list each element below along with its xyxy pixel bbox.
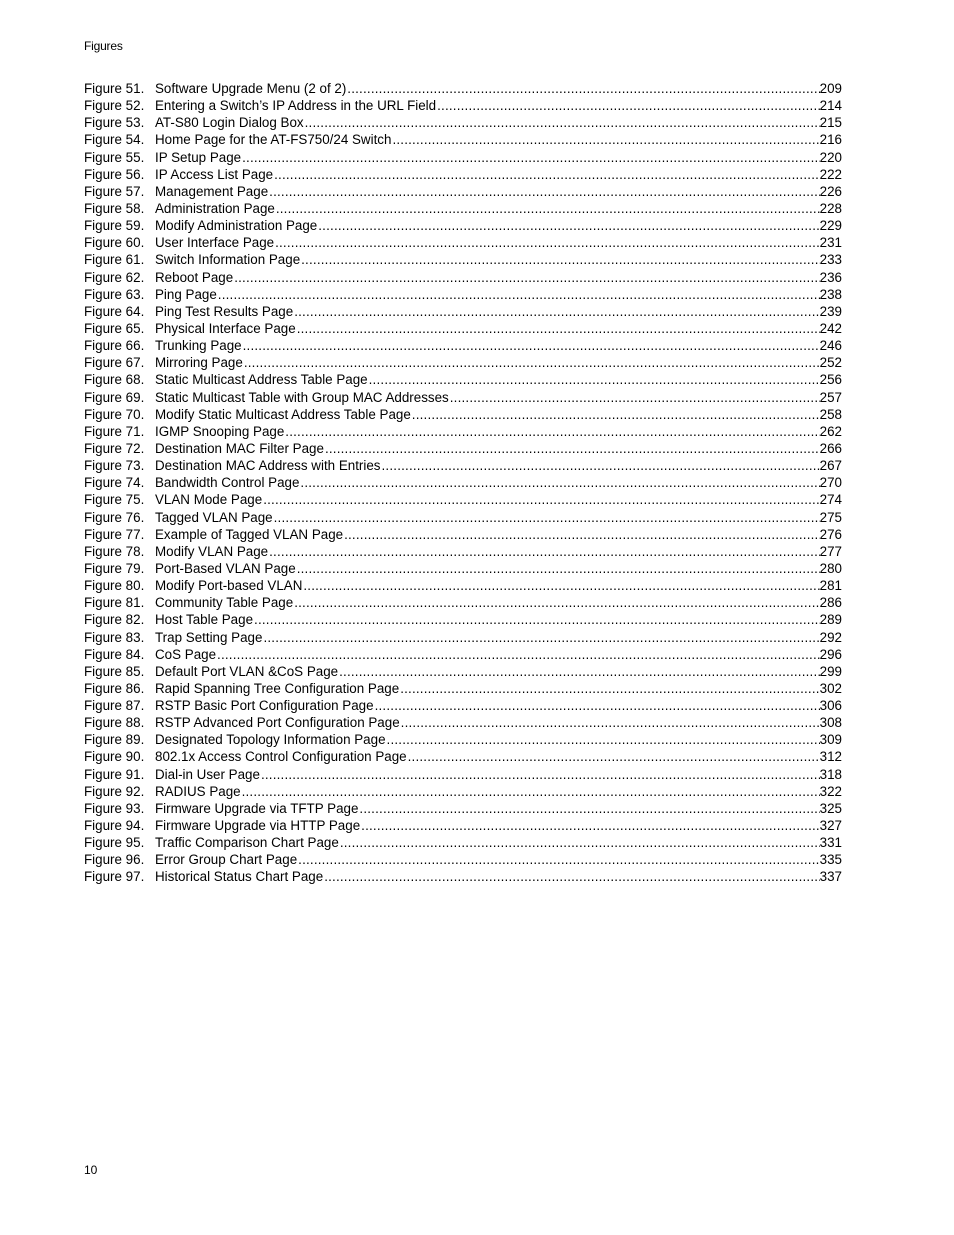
figure-number: Figure 72. bbox=[84, 440, 145, 456]
toc-entry[interactable] bbox=[84, 851, 842, 868]
figure-page-number: 239 bbox=[819, 303, 842, 319]
toc-entry[interactable] bbox=[84, 166, 842, 183]
toc-entry[interactable] bbox=[84, 629, 842, 646]
figure-page-number: 309 bbox=[819, 732, 842, 748]
figure-title: Software Upgrade Menu (2 of 2) bbox=[155, 81, 347, 96]
figure-number: Figure 91. bbox=[84, 766, 145, 782]
figure-number: Figure 86. bbox=[84, 680, 145, 696]
dot-leader bbox=[300, 474, 819, 491]
toc-entry[interactable] bbox=[84, 320, 842, 337]
dot-leader bbox=[274, 509, 820, 526]
figure-number: Figure 57. bbox=[84, 183, 145, 199]
figure-number: Figure 73. bbox=[84, 458, 145, 474]
figure-page-number: 214 bbox=[819, 98, 842, 114]
figure-page-number: 222 bbox=[819, 166, 842, 182]
figure-title: RSTP Basic Port Configuration Page bbox=[155, 698, 374, 714]
figure-page-number: 256 bbox=[819, 372, 842, 388]
figure-title: IP Setup Page bbox=[155, 149, 242, 165]
figure-number: Figure 89. bbox=[84, 732, 145, 748]
figure-number: Figure 68. bbox=[84, 372, 145, 388]
figure-number: Figure 76. bbox=[84, 509, 145, 525]
dot-leader bbox=[274, 166, 820, 183]
toc-entry[interactable] bbox=[84, 646, 842, 663]
figure-page-number: 209 bbox=[819, 81, 842, 96]
figure-title: Physical Interface Page bbox=[155, 320, 296, 336]
figure-title: Modify Port-based VLAN bbox=[155, 578, 303, 594]
toc-entry[interactable] bbox=[84, 663, 842, 680]
figure-number: Figure 59. bbox=[84, 218, 145, 234]
toc-entry[interactable] bbox=[84, 714, 842, 731]
dot-leader bbox=[301, 251, 820, 268]
toc-entry[interactable] bbox=[84, 680, 842, 697]
figure-number: Figure 81. bbox=[84, 595, 145, 611]
dot-leader bbox=[217, 646, 820, 663]
toc-entry[interactable] bbox=[84, 217, 842, 234]
figure-title: Static Multicast Address Table Page bbox=[155, 372, 368, 388]
figure-page-number: 276 bbox=[819, 526, 842, 542]
figure-title: Historical Status Chart Page bbox=[155, 869, 324, 885]
figure-page-number: 286 bbox=[819, 595, 842, 611]
dot-leader bbox=[375, 697, 820, 714]
figure-title: Rapid Spanning Tree Configuration Page bbox=[155, 680, 400, 696]
figure-title: Static Multicast Table with Group MAC Addresses bbox=[155, 389, 449, 405]
figure-page-number: 220 bbox=[819, 149, 842, 165]
dot-leader bbox=[305, 114, 820, 131]
dot-leader bbox=[234, 269, 819, 286]
toc-entry[interactable] bbox=[84, 834, 842, 851]
dot-leader bbox=[297, 560, 820, 577]
toc-entry[interactable] bbox=[84, 423, 842, 440]
figure-page-number: 267 bbox=[819, 458, 842, 474]
figure-page-number: 229 bbox=[819, 218, 842, 234]
figure-number: Figure 56. bbox=[84, 166, 145, 182]
figure-title: 802.1x Access Control Configuration Page bbox=[155, 749, 407, 765]
figure-title: VLAN Mode Page bbox=[155, 492, 263, 508]
toc-entry[interactable] bbox=[84, 131, 842, 148]
list-of-figures bbox=[84, 80, 842, 886]
figure-number: Figure 65. bbox=[84, 320, 145, 336]
figure-page-number: 238 bbox=[819, 286, 842, 302]
dot-leader bbox=[387, 731, 820, 748]
figure-title: Error Group Chart Page bbox=[155, 852, 298, 868]
toc-entry[interactable] bbox=[84, 491, 842, 508]
dot-leader bbox=[401, 714, 820, 731]
dot-leader bbox=[276, 200, 820, 217]
figure-page-number: 335 bbox=[819, 852, 842, 868]
toc-entry[interactable] bbox=[84, 509, 842, 526]
figure-page-number: 274 bbox=[819, 492, 842, 508]
toc-entry[interactable] bbox=[84, 406, 842, 423]
figure-page-number: 257 bbox=[819, 389, 842, 405]
figure-number: Figure 87. bbox=[84, 698, 145, 714]
figure-title: Example of Tagged VLAN Page bbox=[155, 526, 344, 542]
figure-number: Figure 66. bbox=[84, 338, 145, 354]
dot-leader bbox=[339, 663, 820, 680]
figure-page-number: 308 bbox=[819, 715, 842, 731]
dot-leader bbox=[359, 800, 819, 817]
figure-number: Figure 67. bbox=[84, 355, 145, 371]
figure-page-number: 258 bbox=[819, 406, 842, 422]
figure-number: Figure 60. bbox=[84, 235, 145, 251]
figure-page-number: 231 bbox=[819, 235, 842, 251]
figure-page-number: 289 bbox=[819, 612, 842, 628]
figure-page-number: 325 bbox=[819, 800, 842, 816]
toc-entry[interactable] bbox=[84, 114, 842, 131]
figure-title: Firmware Upgrade via TFTP Page bbox=[155, 800, 359, 816]
figure-number: Figure 96. bbox=[84, 852, 145, 868]
figure-title: Bandwidth Control Page bbox=[155, 475, 300, 491]
figure-number: Figure 61. bbox=[84, 252, 145, 268]
figure-page-number: 226 bbox=[819, 183, 842, 199]
toc-entry[interactable] bbox=[84, 800, 842, 817]
figure-page-number: 296 bbox=[819, 646, 842, 662]
figure-title: Dial-in User Page bbox=[155, 766, 260, 782]
figure-title: Entering a Switch’s IP Address in the URL Field bbox=[155, 98, 437, 114]
toc-entry[interactable] bbox=[84, 97, 842, 114]
toc-entry[interactable] bbox=[84, 80, 842, 97]
figure-page-number: 280 bbox=[819, 560, 842, 576]
figure-title: Modify Static Multicast Address Table Page bbox=[155, 406, 411, 422]
toc-entry[interactable] bbox=[84, 286, 842, 303]
dot-leader bbox=[263, 491, 819, 508]
dot-leader bbox=[242, 149, 820, 166]
toc-entry[interactable] bbox=[84, 303, 842, 320]
figure-title: Community Table Page bbox=[155, 595, 294, 611]
figure-page-number: 312 bbox=[819, 749, 842, 765]
dot-leader bbox=[340, 834, 820, 851]
figure-page-number: 318 bbox=[819, 766, 842, 782]
figure-number: Figure 80. bbox=[84, 578, 145, 594]
dot-leader bbox=[318, 217, 819, 234]
toc-entry[interactable] bbox=[84, 149, 842, 166]
toc-entry[interactable] bbox=[84, 457, 842, 474]
dot-leader bbox=[275, 234, 820, 251]
figure-number: Figure 77. bbox=[84, 526, 145, 542]
dot-leader bbox=[412, 406, 820, 423]
toc-entry[interactable] bbox=[84, 474, 842, 491]
figure-title: RSTP Advanced Port Configuration Page bbox=[155, 715, 400, 731]
figure-title: Ping Test Results Page bbox=[155, 303, 294, 319]
figure-title: Destination MAC Address with Entries bbox=[155, 458, 381, 474]
dot-leader bbox=[285, 423, 819, 440]
figure-title: Trap Setting Page bbox=[155, 629, 263, 645]
figure-page-number: 236 bbox=[819, 269, 842, 285]
figure-number: Figure 85. bbox=[84, 663, 145, 679]
figure-title: Destination MAC Filter Page bbox=[155, 440, 324, 456]
dot-leader bbox=[325, 440, 820, 457]
toc-entry[interactable] bbox=[84, 817, 842, 834]
figure-number: Figure 51. bbox=[84, 81, 145, 96]
figure-number: Figure 84. bbox=[84, 646, 145, 662]
figure-title: CoS Page bbox=[155, 646, 217, 662]
figure-page-number: 277 bbox=[819, 543, 842, 559]
figure-page-number: 242 bbox=[819, 320, 842, 336]
figure-title: Management Page bbox=[155, 183, 269, 199]
figure-number: Figure 52. bbox=[84, 98, 145, 114]
figure-page-number: 327 bbox=[819, 818, 842, 834]
figure-number: Figure 62. bbox=[84, 269, 145, 285]
figure-number: Figure 71. bbox=[84, 423, 145, 439]
dot-leader bbox=[294, 303, 819, 320]
toc-entry[interactable] bbox=[84, 269, 842, 286]
figure-number: Figure 75. bbox=[84, 492, 145, 508]
figure-page-number: 228 bbox=[819, 200, 842, 216]
figure-page-number: 275 bbox=[819, 509, 842, 525]
section-header: Figures bbox=[84, 39, 123, 53]
toc-entry[interactable] bbox=[84, 766, 842, 783]
page-number: 10 bbox=[84, 1163, 98, 1177]
figure-number: Figure 92. bbox=[84, 783, 145, 799]
dot-leader bbox=[261, 766, 820, 783]
figure-number: Figure 69. bbox=[84, 389, 145, 405]
figure-title: IP Access List Page bbox=[155, 166, 274, 182]
dot-leader bbox=[218, 286, 820, 303]
dot-leader bbox=[437, 97, 820, 114]
toc-entry[interactable] bbox=[84, 560, 842, 577]
figure-number: Figure 83. bbox=[84, 629, 145, 645]
toc-entry[interactable] bbox=[84, 594, 842, 611]
figure-page-number: 331 bbox=[819, 835, 842, 851]
toc-entry[interactable] bbox=[84, 577, 842, 594]
figure-number: Figure 54. bbox=[84, 132, 145, 148]
toc-entry[interactable] bbox=[84, 183, 842, 200]
toc-entry[interactable] bbox=[84, 440, 842, 457]
figure-title: Ping Page bbox=[155, 286, 217, 302]
dot-leader bbox=[324, 868, 819, 885]
figure-page-number: 306 bbox=[819, 698, 842, 714]
dot-leader bbox=[347, 80, 819, 97]
figure-number: Figure 93. bbox=[84, 800, 145, 816]
dot-leader bbox=[408, 748, 820, 765]
dot-leader bbox=[369, 371, 820, 388]
figure-page-number: 337 bbox=[819, 869, 842, 885]
dot-leader bbox=[244, 354, 820, 371]
dot-leader bbox=[254, 611, 820, 628]
toc-entry[interactable] bbox=[84, 234, 842, 251]
toc-entry[interactable] bbox=[84, 337, 842, 354]
figure-title: RADIUS Page bbox=[155, 783, 241, 799]
dot-leader bbox=[263, 629, 819, 646]
figure-title: Firmware Upgrade via HTTP Page bbox=[155, 818, 361, 834]
toc-entry[interactable] bbox=[84, 354, 842, 371]
figure-title: AT-S80 Login Dialog Box bbox=[155, 115, 304, 131]
figure-title: Designated Topology Information Page bbox=[155, 732, 386, 748]
figure-title: Administration Page bbox=[155, 200, 275, 216]
figure-page-number: 322 bbox=[819, 783, 842, 799]
toc-entry[interactable] bbox=[84, 783, 842, 800]
figure-title: Home Page for the AT-FS750/24 Switch bbox=[155, 132, 392, 148]
dot-leader bbox=[298, 851, 820, 868]
figure-title: Modify Administration Page bbox=[155, 218, 318, 234]
figure-title: Tagged VLAN Page bbox=[155, 509, 273, 525]
figure-title: Mirroring Page bbox=[155, 355, 243, 371]
dot-leader bbox=[344, 526, 820, 543]
dot-leader bbox=[269, 183, 820, 200]
figure-number: Figure 70. bbox=[84, 406, 145, 422]
figure-page-number: 292 bbox=[819, 629, 842, 645]
toc-entry[interactable] bbox=[84, 543, 842, 560]
figure-title: User Interface Page bbox=[155, 235, 275, 251]
figure-number: Figure 82. bbox=[84, 612, 145, 628]
toc-entry[interactable] bbox=[84, 748, 842, 765]
dot-leader bbox=[400, 680, 819, 697]
dot-leader bbox=[294, 594, 819, 611]
figure-title: Modify VLAN Page bbox=[155, 543, 269, 559]
figure-title: Default Port VLAN &CoS Page bbox=[155, 663, 339, 679]
toc-entry[interactable] bbox=[84, 526, 842, 543]
figure-title: Port-Based VLAN Page bbox=[155, 560, 296, 576]
figure-number: Figure 64. bbox=[84, 303, 145, 319]
toc-entry[interactable] bbox=[84, 389, 842, 406]
figure-page-number: 262 bbox=[819, 423, 842, 439]
figure-title: Traffic Comparison Chart Page bbox=[155, 835, 339, 851]
figure-number: Figure 55. bbox=[84, 149, 145, 165]
figure-page-number: 246 bbox=[819, 338, 842, 354]
dot-leader bbox=[392, 131, 819, 148]
figure-title: Switch Information Page bbox=[155, 252, 301, 268]
figure-number: Figure 63. bbox=[84, 286, 145, 302]
figure-title: Reboot Page bbox=[155, 269, 234, 285]
figure-number: Figure 95. bbox=[84, 835, 145, 851]
dot-leader bbox=[361, 817, 820, 834]
figure-title: Host Table Page bbox=[155, 612, 254, 628]
toc-entry[interactable] bbox=[84, 868, 842, 885]
figure-page-number: 215 bbox=[819, 115, 842, 131]
toc-entry[interactable] bbox=[84, 697, 842, 714]
toc-entry[interactable] bbox=[84, 200, 842, 217]
dot-leader bbox=[269, 543, 820, 560]
toc-entry[interactable] bbox=[84, 731, 842, 748]
dot-leader bbox=[303, 577, 819, 594]
figure-page-number: 233 bbox=[819, 252, 842, 268]
figure-title: Trunking Page bbox=[155, 338, 242, 354]
dot-leader bbox=[450, 389, 820, 406]
figure-number: Figure 58. bbox=[84, 200, 145, 216]
figure-number: Figure 79. bbox=[84, 560, 145, 576]
figure-title: IGMP Snooping Page bbox=[155, 423, 285, 439]
figure-page-number: 302 bbox=[819, 680, 842, 696]
dot-leader bbox=[243, 337, 820, 354]
figure-number: Figure 78. bbox=[84, 543, 145, 559]
toc-entry[interactable] bbox=[84, 371, 842, 388]
figure-number: Figure 74. bbox=[84, 475, 145, 491]
figure-number: Figure 90. bbox=[84, 749, 145, 765]
dot-leader bbox=[382, 457, 820, 474]
figure-number: Figure 94. bbox=[84, 818, 145, 834]
figure-page-number: 299 bbox=[819, 663, 842, 679]
dot-leader bbox=[242, 783, 820, 800]
figure-number: Figure 97. bbox=[84, 869, 145, 885]
dot-leader bbox=[297, 320, 820, 337]
figure-page-number: 216 bbox=[819, 132, 842, 148]
figure-page-number: 252 bbox=[819, 355, 842, 371]
toc-entry[interactable] bbox=[84, 611, 842, 628]
figure-number: Figure 88. bbox=[84, 715, 145, 731]
toc-entry[interactable] bbox=[84, 251, 842, 268]
figure-page-number: 266 bbox=[819, 440, 842, 456]
figure-page-number: 281 bbox=[819, 578, 842, 594]
figure-page-number: 270 bbox=[819, 475, 842, 491]
figure-number: Figure 53. bbox=[84, 115, 145, 131]
